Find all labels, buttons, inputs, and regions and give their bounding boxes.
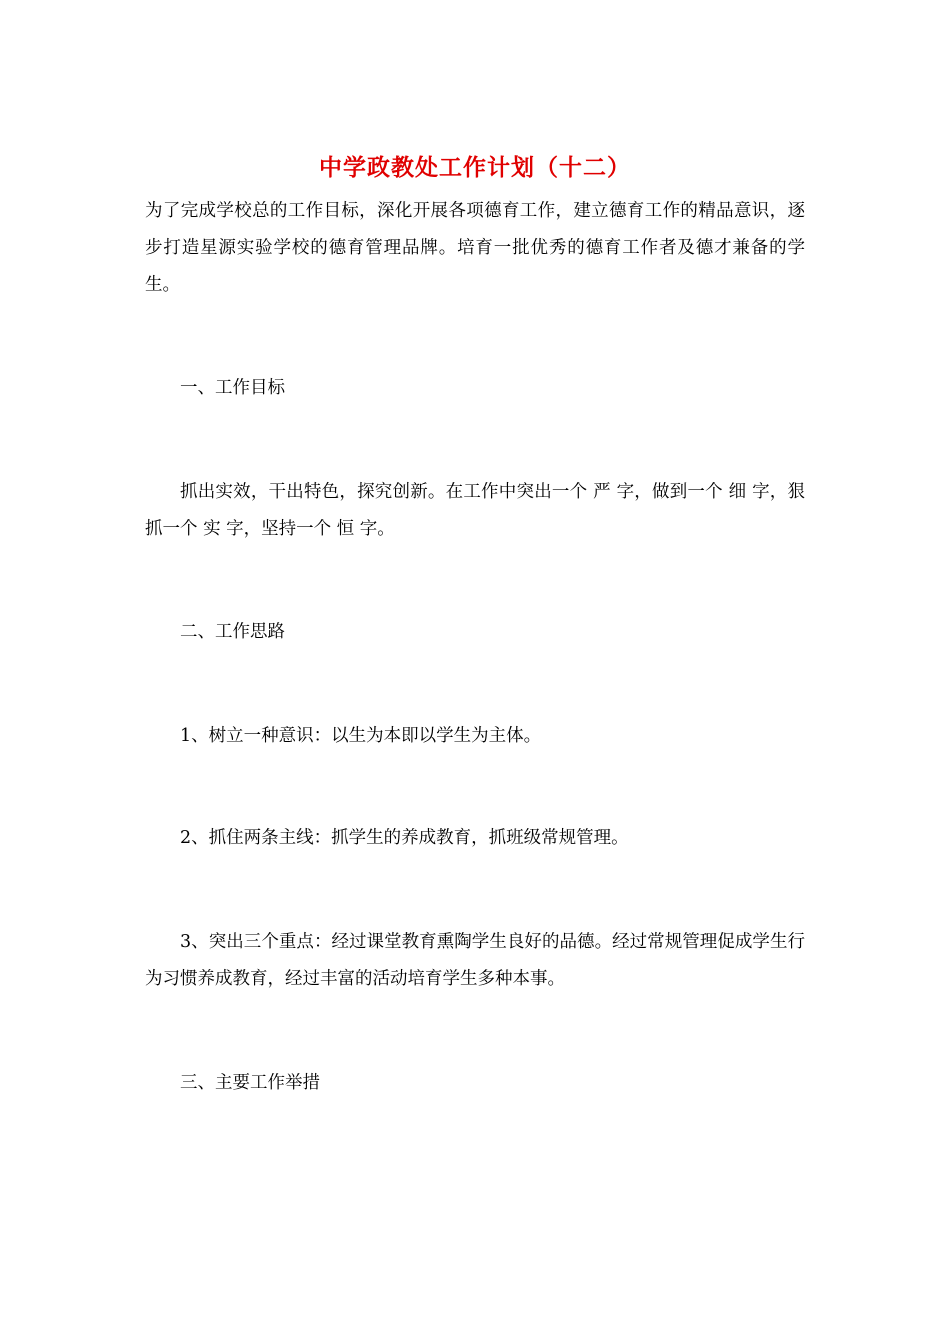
approach-item-1: 1、树立一种意识：以生为本即以学生为主体。: [180, 726, 542, 746]
goals-paragraph: 抓出实效，干出特色，探究创新。在工作中突出一个 严 字，做到一个 细 字，狠抓一个 实 字，坚持一个 恒 字。: [145, 482, 805, 539]
section-heading-approach: 二、工作思路: [180, 622, 285, 642]
approach-item-3: 3、突出三个重点：经过课堂教育熏陶学生良好的品德。经过常规管理促成学生行为习惯养成教育，经过丰富的活动培育学生多种本事。: [145, 932, 805, 989]
intro-paragraph: 为了完成学校总的工作目标，深化开展各项德育工作，建立德育工作的精品意识，逐步打造星源实验学校的德育管理品牌。培育一批优秀的德育工作者及德才兼备的学生。: [145, 201, 805, 295]
document-title: 中学政教处工作计划（十二）: [319, 154, 631, 181]
section-heading-measures: 三、主要工作举措: [180, 1073, 320, 1093]
approach-item-2: 2、抓住两条主线：抓学生的养成教育，抓班级常规管理。: [180, 828, 629, 848]
section-heading-goals: 一、工作目标: [180, 378, 285, 398]
